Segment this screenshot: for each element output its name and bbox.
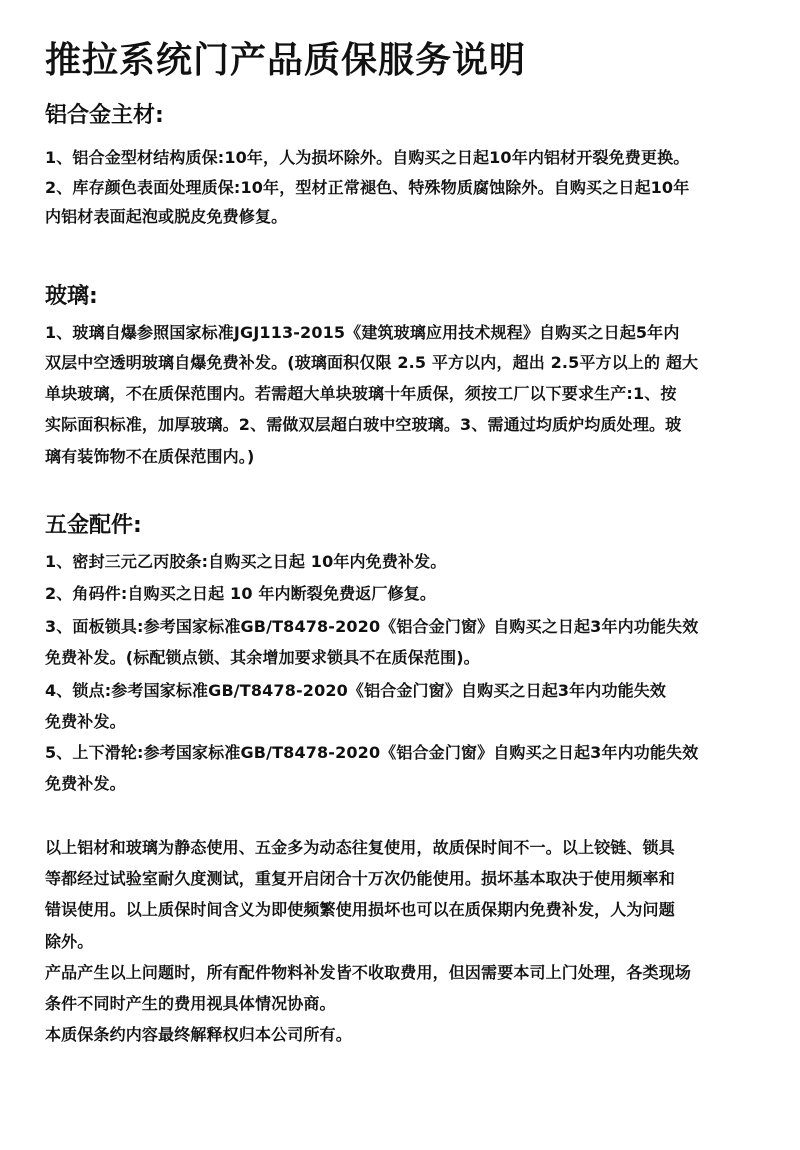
document-title: 推拉系统门产品质保服务说明: [45, 40, 527, 81]
section-heading-hardware: 五金配件:: [45, 513, 142, 538]
footer-line-3: 错误使用。以上质保时间含义为即使频繁使用损坏也可以在质保期内免费补发，人为问题: [45, 900, 675, 919]
glass-line-4: 实际面积标准，加厚玻璃。2、需做双层超白玻中空玻璃。3、需通过均质炉均质处理。玻: [45, 415, 682, 434]
hardware-line-7: 5、上下滑轮:参考国家标准GB/T8478-2020《铝合金门窗》自购买之日起3年内功能失效: [45, 743, 699, 762]
footer-line-1: 以上铝材和玻璃为静态使用、五金多为动态往复使用，故质保时间不一。以上铰链、锁具: [45, 838, 675, 857]
footer-line-5: 产品产生以上问题时，所有配件物料补发皆不收取费用，但因需要本司上门处理，各类现场: [45, 963, 692, 982]
hardware-line-1: 1、密封三元乙丙胶条:自购买之日起 10年内免费补发。: [45, 552, 447, 571]
hardware-line-4: 免费补发。(标配锁点锁、其余增加要求锁具不在质保范围)。: [45, 648, 480, 667]
glass-line-3: 单块玻璃，不在质保范围内。若需超大单块玻璃十年质保，须按工厂以下要求生产:1、按: [45, 384, 677, 403]
section-heading-aluminum: 铝合金主材:: [45, 103, 164, 128]
hardware-line-2: 2、角码件:自购买之日起 10 年内断裂免费返厂修复。: [45, 584, 436, 603]
hardware-line-6: 免费补发。: [45, 712, 126, 731]
aluminum-line-1: 1、铝合金型材结构质保:10年，人为损坏除外。自购买之日起10年内铝材开裂免费更换。: [45, 148, 690, 167]
section-heading-glass: 玻璃:: [45, 284, 98, 309]
glass-line-2: 双层中空透明玻璃自爆免费补发。(玻璃面积仅限 2.5 平方以内，超出 2.5平方以上的 超大: [45, 353, 699, 372]
hardware-line-8: 免费补发。: [45, 774, 126, 793]
footer-line-4: 除外。: [45, 932, 94, 951]
aluminum-line-3: 内铝材表面起泡或脱皮免费修复。: [45, 207, 288, 226]
glass-line-1: 1、玻璃自爆参照国家标准JGJ113-2015《建筑玻璃应用技术规程》自购买之日起5年内: [45, 323, 680, 342]
footer-line-7: 本质保条约内容最终解释权归本公司所有。: [45, 1025, 352, 1044]
footer-line-2: 等都经过试验室耐久度测试，重复开启闭合十万次仍能使用。损坏基本取决于使用频率和: [45, 869, 675, 888]
hardware-line-5: 4、锁点:参考国家标准GB/T8478-2020《铝合金门窗》自购买之日起3年内功能失效: [45, 681, 667, 700]
glass-line-5: 璃有装饰物不在质保范围内。): [45, 447, 255, 466]
footer-line-6: 条件不同时产生的费用视具体情况协商。: [45, 994, 336, 1013]
hardware-line-3: 3、面板锁具:参考国家标准GB/T8478-2020《铝合金门窗》自购买之日起3年内功能失效: [45, 617, 699, 636]
aluminum-line-2: 2、库存颜色表面处理质保:10年，型材正常褪色、特殊物质腐蚀除外。自购买之日起10年: [45, 178, 690, 197]
